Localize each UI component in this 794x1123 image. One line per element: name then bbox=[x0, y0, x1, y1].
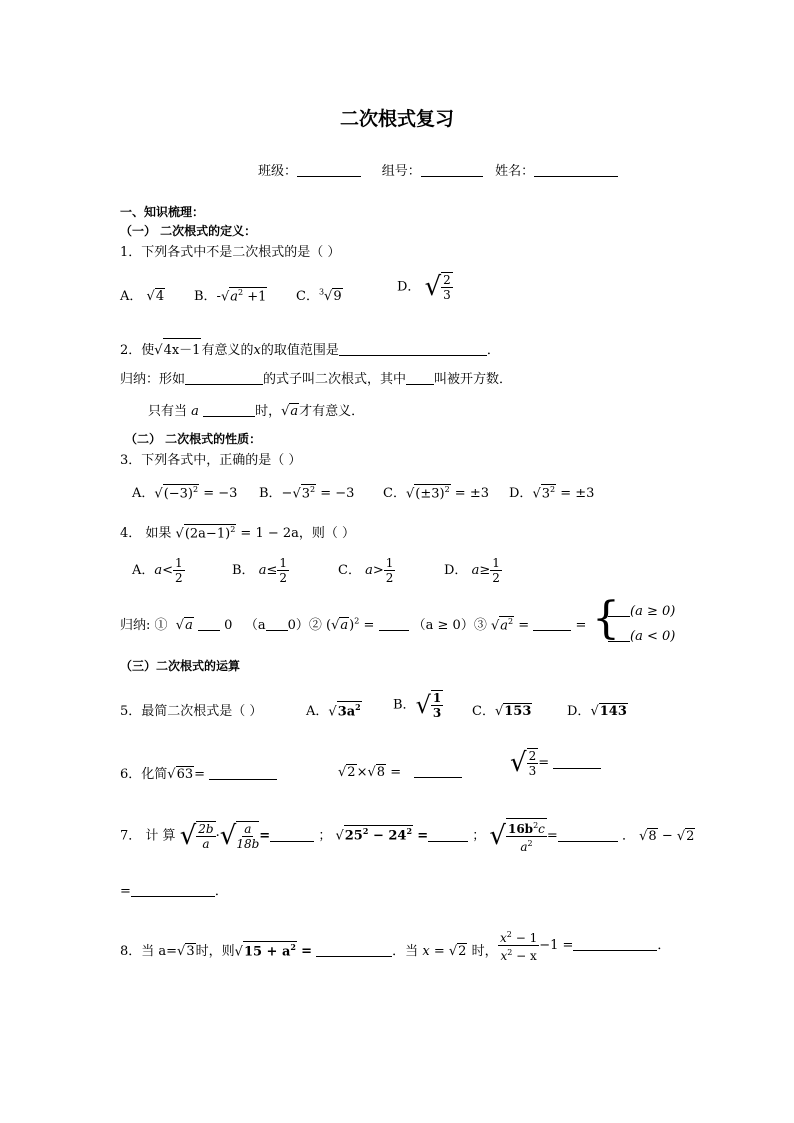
case-line-1: (a ≥ 0) bbox=[608, 602, 675, 619]
summary-condition: 只有当 a 时，√a才有意义． bbox=[148, 404, 365, 419]
q3-option-d: D．$√3^2 = \pm 3$ bbox=[509, 484, 595, 501]
summary-radicand-blank[interactable] bbox=[406, 370, 434, 385]
q1-option-a-expr: √4 bbox=[146, 289, 165, 304]
property2-blank[interactable] bbox=[379, 616, 409, 631]
class-label: 班级： bbox=[258, 164, 298, 179]
q6-blank-1[interactable] bbox=[209, 765, 277, 780]
q7-blank-3[interactable] bbox=[558, 827, 618, 842]
section-knowledge: 一、知识梳理： bbox=[120, 205, 205, 219]
q7-line1: 7． 计 算 √ $\frac{2b}{a}$ ·√ $\frac{a}{18b}$ = ； $√25^2 - 24^2$ = ； √ $\frac{16b^2c}{a^2}$ = ． √8 − √2 bbox=[120, 818, 695, 854]
section-operations: （三）二次根式的运算 bbox=[120, 659, 241, 673]
summary-form-blank[interactable] bbox=[185, 370, 263, 385]
q3-stem: 3．下列各式中，正确的是（ ） bbox=[120, 453, 302, 468]
q4-stem: 4． 如果 $√(2a-1)^2 = 1 - 2a$，则（ ） bbox=[120, 524, 356, 541]
summary-definition: 归纳：形如 的式子叫二次根式，其中 叫被开方数． bbox=[120, 372, 513, 387]
property1-cond-blank[interactable] bbox=[266, 616, 288, 631]
q6-blank-3[interactable] bbox=[553, 754, 601, 769]
q8-blank-1[interactable] bbox=[316, 942, 392, 957]
summary-condition-blank[interactable] bbox=[203, 402, 255, 417]
section-definition: （一） 二次根式的定义： bbox=[120, 224, 257, 238]
q7-blank-2[interactable] bbox=[428, 827, 468, 842]
q1-option-a-label: A． bbox=[120, 289, 143, 304]
q7-blank-1[interactable] bbox=[270, 827, 314, 842]
q5-option-b: B．√ $\frac{1}{3}$ bbox=[393, 691, 442, 720]
q1-option-c-label: C． bbox=[296, 289, 319, 304]
q5-option-a: A．$√3a^2$ bbox=[306, 701, 361, 719]
case1-blank[interactable] bbox=[608, 602, 630, 617]
group-blank[interactable] bbox=[421, 162, 483, 177]
q1-stem: 1．下列各式中不是二次根式的是（ ） bbox=[120, 245, 341, 260]
q1-option-d: D． √ $\frac{2}{3}$ bbox=[397, 272, 451, 302]
q2-answer-blank[interactable] bbox=[339, 341, 487, 356]
q4-option-c: C． a> $\frac{1}{2}$ bbox=[338, 556, 394, 585]
summary-properties: 归纳: ① √a 0 （a 0）② $(√a)^2 = (a$ ≥ 0）③ $√a^2$ = = bbox=[120, 616, 587, 633]
student-info-line bbox=[258, 160, 618, 179]
q2-stem: 2．使√4x－1有意义的x的取值范围是 ． bbox=[120, 338, 500, 358]
q8-line: 8．当 a=√3时，则$√15 + a^2$ = ．当 x = √2 时， bbox=[120, 941, 498, 959]
q8-blank-2[interactable] bbox=[573, 936, 657, 951]
q4-option-d: D． a≥ $\frac{1}{2}$ bbox=[444, 556, 500, 585]
q1-option-d-label: D． bbox=[397, 279, 421, 295]
q6-part2: √2×√8 = bbox=[338, 763, 462, 780]
q6-part1: 6．化简√63= bbox=[120, 763, 277, 782]
q5-option-d: D．√143 bbox=[567, 704, 627, 719]
q7-blank-4[interactable] bbox=[131, 882, 215, 897]
q6-part3: √ $\frac{2}{3}$ = bbox=[510, 748, 601, 778]
q6-blank-2[interactable] bbox=[414, 763, 462, 778]
property3-blank[interactable] bbox=[533, 616, 571, 631]
case2-blank[interactable] bbox=[608, 627, 630, 642]
q1-options bbox=[120, 285, 165, 304]
q5-stem: 5．最简二次根式是（ ） bbox=[120, 704, 263, 719]
case-line-2: (a < 0) bbox=[608, 627, 675, 644]
class-blank[interactable] bbox=[297, 162, 361, 177]
q3-option-a: A．$√(-3)^2 = -3$ bbox=[132, 484, 238, 501]
q1-option-c: C．$^3$√9 bbox=[296, 287, 342, 304]
q5-option-c: C．√153 bbox=[472, 704, 532, 719]
q4-option-b: B． a≤ $\frac{1}{2}$ bbox=[232, 556, 287, 585]
q3-option-c: C．$√(\pm 3)^2 = \pm 3$ bbox=[383, 484, 489, 501]
name-blank[interactable] bbox=[534, 162, 618, 177]
q1-option-b: B．$-√a^2 +1$ bbox=[194, 287, 267, 304]
q8-fraction: $\frac{x^2 - 1}{x^2 - x}$ −1 = ． bbox=[500, 930, 671, 963]
q3-option-b: B．$-√3^2 = -3$ bbox=[259, 484, 355, 501]
section-properties: （二） 二次根式的性质： bbox=[125, 432, 262, 446]
page-title: 二次根式复习 bbox=[339, 108, 454, 130]
q7-line2: = ． bbox=[120, 884, 228, 899]
group-label: 组号： bbox=[381, 164, 421, 179]
q4-option-a: A．a< $\frac{1}{2}$ bbox=[132, 556, 183, 585]
name-label: 姓名： bbox=[495, 164, 535, 179]
property1-blank[interactable] bbox=[198, 616, 220, 631]
q1-option-b-label: B．- bbox=[194, 289, 221, 304]
cases-brace: { bbox=[592, 593, 620, 644]
